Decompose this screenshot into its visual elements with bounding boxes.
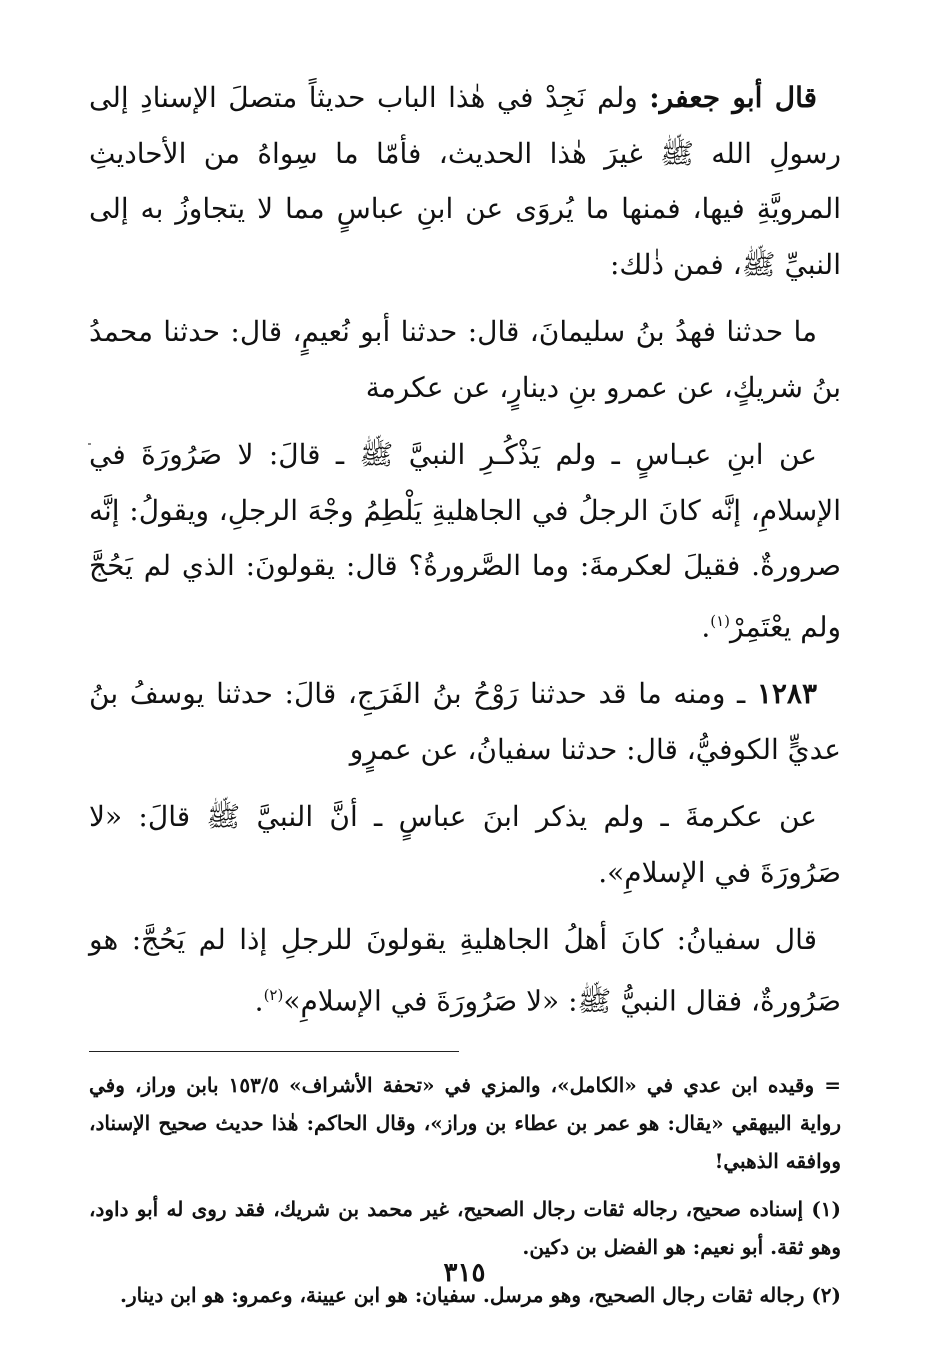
paragraph-5 <box>89 789 841 900</box>
paragraph-4-text: ـ ومنه ما قد حدثنا رَوْحُ بنُ الفَرَجِ، قالَ: حدثنا يوسفُ بنُ عديٍّ الكوفيُّ، قال: حدثنا سفيانُ، عن عمرٍو <box>89 677 841 766</box>
paragraph-6 <box>89 912 841 1028</box>
paragraph-6-text: قال سفيانُ: كانَ أهلُ الجاهليةِ يقولونَ للرجلِ إذا لم يَحُجَّ: هو صَرُورةٌ، فقال النبيُّ ﷺ: «لا صَرُورَةَ في الإسلامِ» <box>89 923 841 1018</box>
paragraph-2-text: ما حدثنا فهدُ بنُ سليمانَ، قال: حدثنا أبو نُعيمٍ، قال: حدثنا محمدُ بنُ شريكٍ، عن عمرو بنِ دينارٍ، عن عكرمة <box>89 315 841 404</box>
paragraph-5-text: عن عكرمةَ ـ ولم يذكر ابنَ عباسٍ ـ أنَّ النبيَّ ﷺ قالَ: «لا صَرُورَةَ في الإسلامِ». <box>89 800 841 889</box>
footnote-separator <box>89 1051 459 1052</box>
paragraph-1-text: ولم نَجِدْ في هٰذا الباب حديثاً متصلَ الإسنادِ إلى رسولِ الله ﷺ غيرَ هٰذا الحديث، فأمّا ما سِواهُ من الأحاديثِ المرويَّةِ فيها، فمنها ما يُروَى عن ابنِ عباسٍ مما لا يتجاوزُ به إلى النبيِّ ﷺ، فمن ذٰلك: <box>89 81 841 281</box>
footnote-marker-1: (١) <box>710 611 731 630</box>
page-content <box>89 70 841 1324</box>
page-number: ٣١٥ <box>443 1258 486 1288</box>
paragraph-3: عن ابنِ عبـاسٍ ـ ولم يَذْكُـرِ النبيَّ ﷺ ـ قالَ: لا صَرُورَةَ في الإسلامِ، إنَّه كانَ الرجلُ في الجاهليةِ يَلْطِمُ وجْهَ الرجلِ، ويقولُ: إنَّه صرورةٌ. فقيلَ لعكرمةَ: وما الصَّرورةُ؟ قال: يقولونَ: الذي لم يَحُجَّ ولم يعْتَمِرْ$^{(١)}$. <box>89 438 841 643</box>
paragraph-3-text: عن ابنِ عبـاسٍ ـ ولم يَذْكُـرِ النبيَّ ﷺ ـ قالَ: لا صَرُورَةَ في الإسلامِ، إنَّه كانَ الرجلُ في الجاهليةِ يَلْطِمُ وجْهَ الرجلِ، ويقولُ: إنَّه صرورةٌ. فقيلَ لعكرمةَ: وما الصَّرورةُ؟ قال: يقولونَ: الذي لم يَحُجَّ ولم يعْتَمِرْ <box>89 438 841 643</box>
footnote-2: (٢) رجاله ثقات رجال الصحيح، وهو مرسل. سفيان: هو ابن عيينة، وعمرو: هو ابن دينار. <box>120 1282 841 1307</box>
paragraph-4 <box>89 666 841 777</box>
paragraph-6-end: . <box>254 984 264 1018</box>
footnote-marker-2: (٢) <box>263 985 284 1004</box>
hadith-number: ١٢٨٣ <box>756 677 817 711</box>
footnote-continuation: = وقيده ابن عدي في «الكامل»، والمزي في «تحفة الأشراف» ١٥٣/٥ بابن وراز، وفي رواية البيهقي «يقال: هو عمر بن عطاء بن وراز»، وقال الحاكم: هٰذا حديث صحيح الإسناد، ووافقه الذهبي! <box>89 1072 841 1173</box>
paragraph-1 <box>89 70 841 292</box>
footnote-1: (١) إسناده صحيح، رجاله ثقات رجال الصحيح، غير محمد بن شريك، فقد روى له أبو داود، وهو ثقة. أبو نعيم: هو الفضل بن دكين. <box>89 1196 841 1259</box>
paragraph-1-lead: قال أبو جعفر: <box>649 81 818 114</box>
paragraph-2 <box>89 304 841 415</box>
